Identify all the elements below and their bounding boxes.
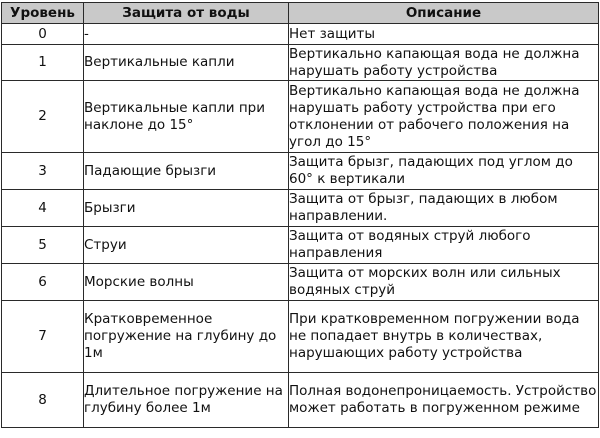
water-protection-table — [1, 2, 599, 428]
cell-description: Защита от морских волн или сильных водяных струй — [289, 264, 599, 301]
table-body — [2, 24, 599, 428]
cell-protection: Струи — [84, 227, 289, 264]
cell-description: Защита от водяных струй любого направления — [289, 227, 599, 264]
cell-level: 1 — [2, 45, 84, 81]
table-row — [2, 81, 599, 153]
cell-protection: Падающие брызги — [84, 153, 289, 190]
cell-protection: Вертикальные капли при наклоне до 15° — [84, 81, 289, 153]
table-header — [2, 3, 599, 24]
header-level: Уровень — [2, 3, 84, 24]
cell-protection: Длительное погружение на глубину более 1м — [84, 373, 289, 428]
cell-description: Вертикально капающая вода не должна нарушать работу устройства — [289, 45, 599, 81]
table-row — [2, 153, 599, 190]
cell-level: 8 — [2, 373, 84, 428]
header-description: Описание — [289, 3, 599, 24]
cell-level: 6 — [2, 264, 84, 301]
header-row — [2, 3, 599, 24]
cell-description: Полная водонепроницаемость. Устройство может работать в погруженном режиме — [289, 373, 599, 428]
cell-description: При кратковременном погружении вода не попадает внутрь в количествах, нарушающих работу устройства — [289, 301, 599, 373]
cell-description: Вертикально капающая вода не должна нарушать работу устройства при его отклонении от рабочего положения на угол до 15° — [289, 81, 599, 153]
cell-level: 4 — [2, 190, 84, 227]
cell-protection: Брызги — [84, 190, 289, 227]
cell-protection: Морские волны — [84, 264, 289, 301]
cell-level: 7 — [2, 301, 84, 373]
table-row — [2, 190, 599, 227]
cell-protection: - — [84, 24, 289, 45]
cell-level: 2 — [2, 81, 84, 153]
cell-description: Защита брызг, падающих под углом до 60° к вертикали — [289, 153, 599, 190]
header-protection: Защита от воды — [84, 3, 289, 24]
table-row — [2, 264, 599, 301]
cell-level: 3 — [2, 153, 84, 190]
cell-description: Нет защиты — [289, 24, 599, 45]
cell-description: Защита от брызг, падающих в любом направлении. — [289, 190, 599, 227]
table-row — [2, 301, 599, 373]
cell-protection: Кратковременное погружение на глубину до 1м — [84, 301, 289, 373]
table-row — [2, 227, 599, 264]
cell-protection: Вертикальные капли — [84, 45, 289, 81]
table-row — [2, 373, 599, 428]
table-row — [2, 24, 599, 45]
table-row — [2, 45, 599, 81]
cell-level: 5 — [2, 227, 84, 264]
cell-level: 0 — [2, 24, 84, 45]
